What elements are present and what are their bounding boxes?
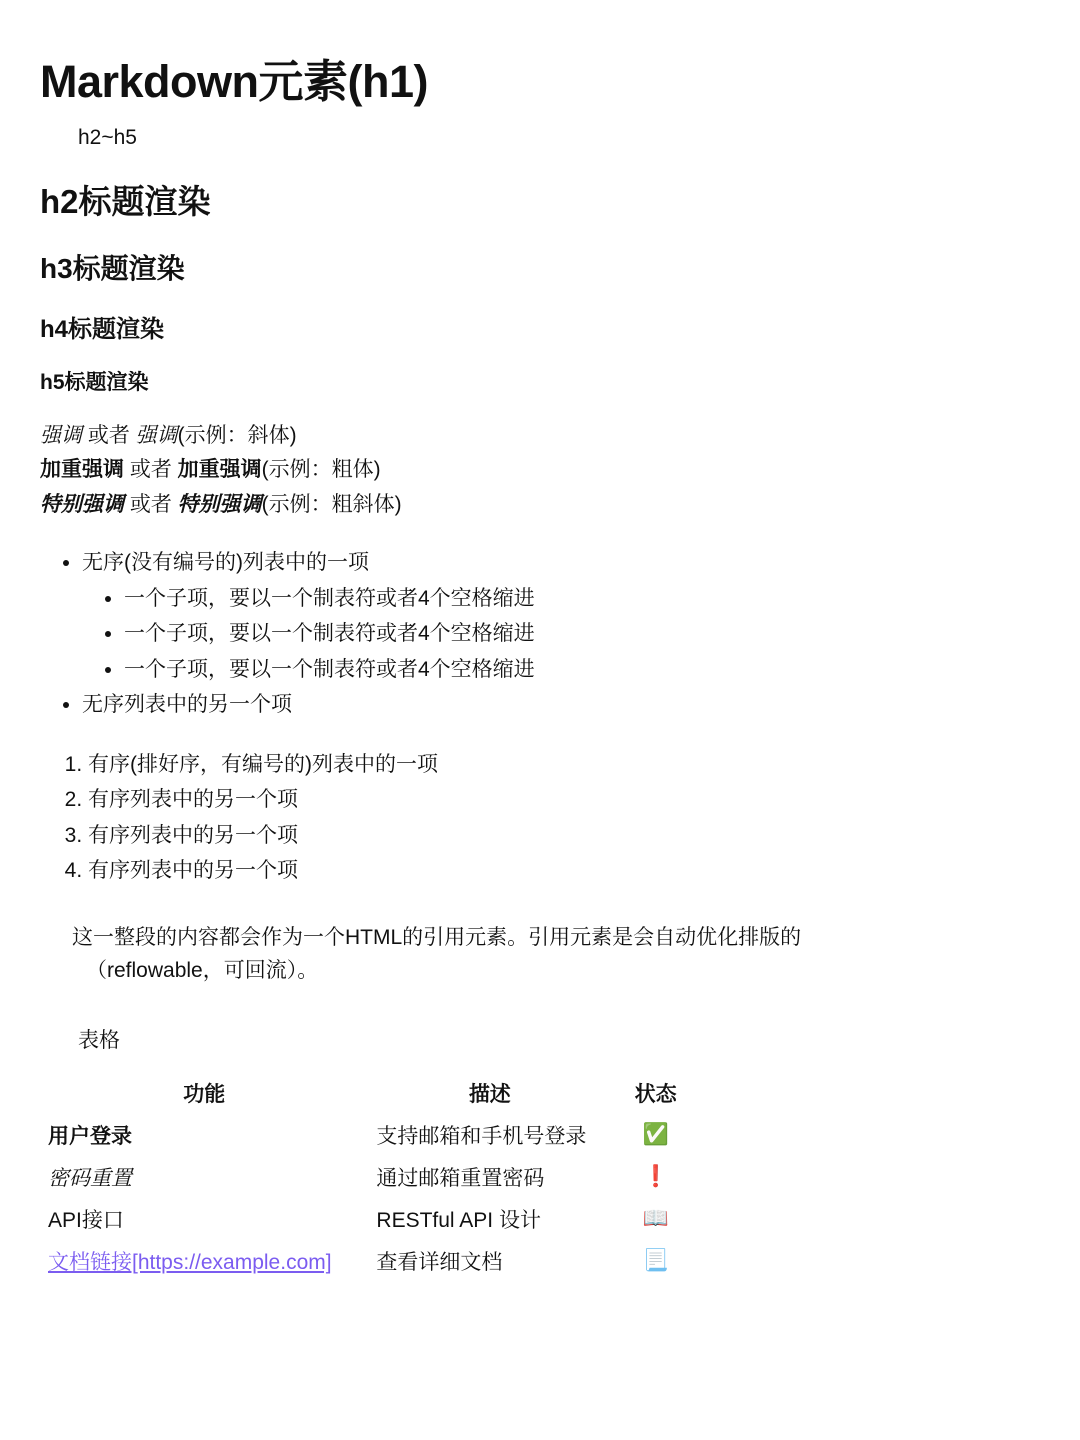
table-row: [40, 1114, 700, 1156]
list-item: [88, 784, 1036, 816]
list-item-label: 无序列表中的另一个项: [82, 693, 292, 717]
emphasis-note-1: (示例：斜体): [177, 423, 297, 447]
list-item: [124, 618, 1036, 650]
documentation-link[interactable]: 文档链接[https://example.com]: [48, 1251, 332, 1275]
blockquote-line-1: 这一整段的内容都会作为一个HTML的引用元素。引用元素是会自动优化排版的: [72, 925, 802, 949]
list-item-label: 有序列表中的另一个项: [88, 788, 298, 812]
list-item-label: 无序(没有编号的)列表中的一项: [82, 551, 369, 575]
nested-unordered-list: [82, 583, 1036, 686]
unordered-list: [40, 547, 1036, 721]
heading-h2: h2标题渲染: [40, 182, 211, 220]
emphasis-note-2: (示例：粗体): [261, 458, 381, 482]
list-item: [88, 749, 1036, 781]
list-item-label: 有序列表中的另一个项: [88, 823, 298, 847]
emphasis-separator-3: 或者: [124, 492, 178, 516]
table-head: [40, 1072, 700, 1114]
status-book-icon: 📖: [642, 1207, 669, 1231]
column-header-feature: 功能: [183, 1083, 226, 1107]
emphasis-note-3: (示例：粗斜体): [261, 492, 402, 516]
table-row: [40, 1240, 700, 1282]
list-item: [82, 547, 1036, 685]
emphasis-bolditalic-line: [40, 489, 1036, 522]
status-warning-icon: ❗: [642, 1165, 669, 1189]
list-item-label: 一个子项，要以一个制表符或者4个空格缩进: [124, 586, 535, 610]
column-header-description: 描述: [468, 1083, 511, 1107]
table-row: [40, 1198, 700, 1240]
blockquote-line-2: （reflowable，可回流）。: [86, 959, 319, 983]
list-item: [124, 583, 1036, 615]
list-item-label: 有序列表中的另一个项: [88, 859, 298, 883]
blockquote: [72, 921, 962, 988]
list-item-label: 一个子项，要以一个制表符或者4个空格缩进: [124, 622, 535, 646]
cell-feature: 密码重置: [48, 1167, 132, 1191]
emphasis-separator-1: 或者: [82, 423, 136, 447]
emphasis-bold-line: [40, 454, 1036, 487]
column-header-status: 状态: [634, 1083, 677, 1107]
italic-sample-a: 强调: [40, 423, 82, 447]
table-caption: 表格: [78, 1029, 120, 1053]
cell-description: RESTful API 设计: [376, 1209, 541, 1233]
cell-description: 支持邮箱和手机号登录: [376, 1125, 587, 1149]
bold-sample-a: 加重强调: [40, 458, 124, 482]
bold-sample-b: 加重强调: [177, 458, 262, 482]
list-item: [82, 689, 1036, 721]
bolditalic-sample-b: 特别强调: [177, 492, 262, 516]
heading-h4: h4标题渲染: [40, 315, 165, 343]
feature-table: [40, 1072, 700, 1282]
cell-feature: API接口: [48, 1209, 124, 1233]
table-row: [40, 1156, 700, 1198]
cell-description: 查看详细文档: [376, 1251, 503, 1275]
cell-feature: 用户登录: [48, 1125, 132, 1149]
heading-h3: h3标题渲染: [40, 252, 185, 284]
table-body: [40, 1114, 700, 1282]
cell-description: 通过邮箱重置密码: [376, 1167, 545, 1191]
status-check-icon: ✅: [642, 1123, 669, 1147]
emphasis-samples: [40, 420, 1036, 522]
list-item: [124, 654, 1036, 686]
list-item-label: 有序(排好序，有编号的)列表中的一项: [88, 752, 438, 776]
list-item: [88, 855, 1036, 887]
table-header-row: [40, 1072, 700, 1114]
page-title: Markdown元素(h1): [40, 56, 429, 107]
list-item-label: 一个子项，要以一个制表符或者4个空格缩进: [124, 657, 535, 681]
ordered-list: [40, 749, 1036, 887]
emphasis-separator-2: 或者: [124, 458, 178, 482]
subtitle-note: h2~h5: [78, 125, 137, 149]
cell-feature: [40, 1240, 368, 1282]
bolditalic-sample-a: 特别强调: [40, 492, 124, 516]
heading-h5: h5标题渲染: [40, 370, 149, 394]
list-item: [88, 820, 1036, 852]
italic-sample-b: 强调: [135, 423, 178, 447]
status-page-icon: 📃: [642, 1249, 669, 1273]
emphasis-italic-line: [40, 420, 1036, 453]
